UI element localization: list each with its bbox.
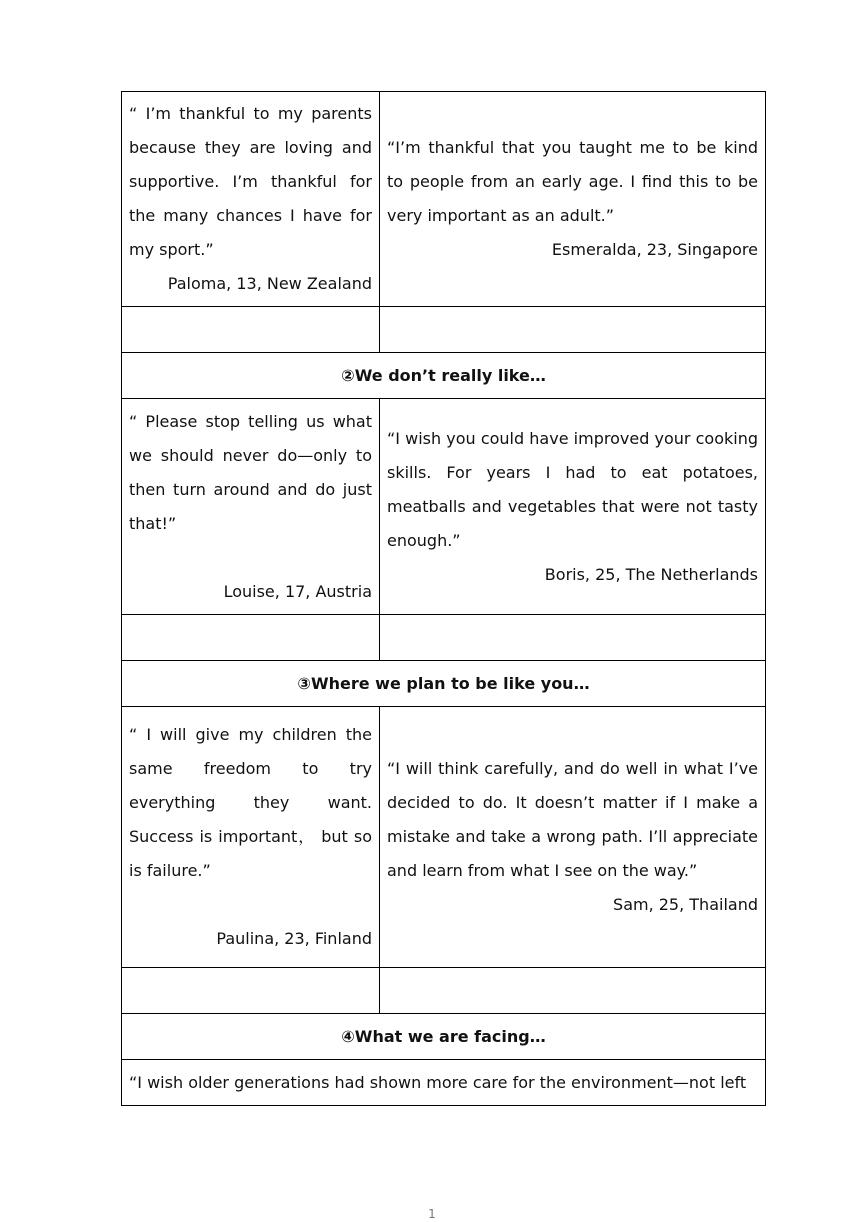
empty-row — [122, 968, 766, 1014]
section-heading-row — [122, 661, 766, 707]
section-heading-row — [122, 353, 766, 399]
quote-cell-paulina — [122, 707, 380, 968]
section-heading-row — [122, 1014, 766, 1060]
table-row — [122, 1060, 766, 1106]
quote-text: “ Please stop telling us what we should never do—only to then turn around and do just that!” — [129, 411, 372, 533]
quote-text: “ I’m thankful to my parents because they are loving and supportive. I’m thankful for the many chances I have for my sport.” — [129, 104, 372, 259]
empty-cell — [122, 307, 380, 353]
empty-cell — [122, 615, 380, 661]
quote-text: “ I will give my children the same freedom to try everything they want. Success is important， but so is failure.” — [129, 725, 372, 880]
quote-text: “I’m thankful that you taught me to be kind to people from an early age. I find this to be very important as an adult.” — [387, 138, 758, 225]
quote-cell-environment: “I wish older generations had shown more care for the environment—not left — [122, 1060, 766, 1106]
table-row — [122, 399, 766, 615]
quote-cell-esmeralda — [380, 92, 766, 307]
quote-cell-paloma — [122, 92, 380, 307]
section-heading: ④What we are facing… — [122, 1014, 766, 1060]
empty-cell — [122, 968, 380, 1014]
table-row — [122, 707, 766, 968]
quote-cell-boris — [380, 399, 766, 615]
quote-cell-louise — [122, 399, 380, 615]
quote-attribution: Louise, 17, Austria — [223, 581, 372, 601]
quote-attribution: Sam, 25, Thailand — [613, 895, 758, 914]
quotes-table — [121, 91, 766, 1106]
empty-cell — [380, 968, 766, 1014]
section-heading: ②We don’t really like… — [122, 353, 766, 399]
quote-attribution: Esmeralda, 23, Singapore — [551, 240, 758, 259]
quote-text: “I will think carefully, and do well in what I’ve decided to do. It doesn’t matter if I make a mistake and take a wrong path. I’ll appreciate and learn from what I see on the way.” — [387, 759, 758, 880]
empty-row — [122, 615, 766, 661]
quote-text: “I wish you could have improved your cooking skills. For years I had to eat potatoes, meatballs and vegetables that were not tasty enough.” — [387, 428, 758, 550]
empty-row — [122, 307, 766, 353]
empty-cell — [380, 615, 766, 661]
page-number: 1 — [428, 1207, 436, 1221]
section-heading: ③Where we plan to be like you… — [122, 661, 766, 707]
quote-attribution: Paulina, 23, Finland — [216, 929, 372, 948]
empty-cell — [380, 307, 766, 353]
quote-cell-sam — [380, 707, 766, 968]
quote-attribution: Paloma, 13, New Zealand — [167, 274, 372, 293]
table-row — [122, 92, 766, 307]
quote-attribution: Boris, 25, The Netherlands — [544, 564, 758, 584]
